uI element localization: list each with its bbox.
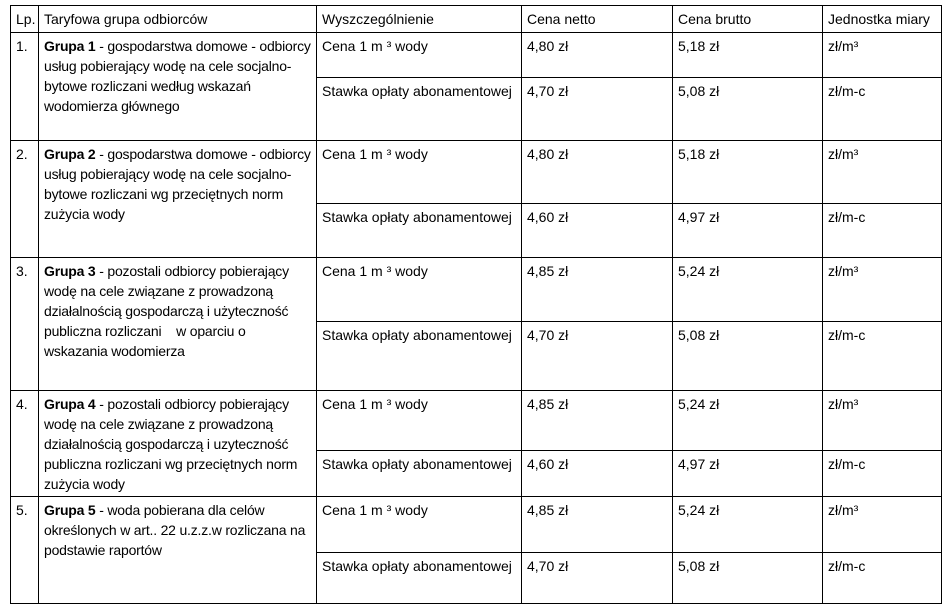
unit-cell: zł/m-c <box>823 78 942 141</box>
net-price-cell: 4,60 zł <box>522 450 673 496</box>
spec-cell: Stawka opłaty abonamentowej <box>317 78 522 141</box>
net-price-cell: 4,80 zł <box>522 141 673 204</box>
spec-cell: Stawka opłaty abonamentowej <box>317 553 522 604</box>
unit-cell: zł/m-c <box>823 553 942 604</box>
spec-cell: Cena 1 m ³ wody <box>317 258 522 322</box>
group-description-cell <box>39 141 317 258</box>
spec-cell: Cena 1 m ³ wody <box>317 141 522 204</box>
net-price-cell: 4,70 zł <box>522 322 673 391</box>
table-row <box>11 391 942 451</box>
col-header-gross: Cena brutto <box>673 6 823 33</box>
table-row <box>11 141 942 204</box>
net-price-cell: 4,85 zł <box>522 497 673 553</box>
group-description-text: - gospodarstwa domowe - odbiorcy usług pobierający wodę na cele socjalno-bytowe rozliczani według wskazań wodomierza głównego <box>44 38 315 114</box>
group-description-text: - woda pobierana dla celów określonych w art.. 22 u.z.z.w rozliczana na podstawie raportów <box>44 502 309 558</box>
net-price-cell: 4,70 zł <box>522 553 673 604</box>
col-header-lp: Lp. <box>11 6 39 33</box>
gross-price-cell: 4,97 zł <box>673 450 823 496</box>
table-header-row <box>11 6 942 33</box>
gross-price-cell: 4,97 zł <box>673 204 823 258</box>
unit-cell: zł/m³ <box>823 141 942 204</box>
group-name: Grupa 4 <box>44 396 96 412</box>
row-number-cell: 1. <box>11 33 39 141</box>
col-header-spec: Wyszczególnienie <box>317 6 522 33</box>
spec-cell: Stawka opłaty abonamentowej <box>317 322 522 391</box>
gross-price-cell: 5,24 zł <box>673 258 823 322</box>
group-description-cell <box>39 391 317 497</box>
unit-cell: zł/m-c <box>823 204 942 258</box>
col-header-group: Taryfowa grupa odbiorców <box>39 6 317 33</box>
table-row <box>11 258 942 322</box>
unit-cell: zł/m³ <box>823 497 942 553</box>
group-description-text: - gospodarstwa domowe - odbiorcy usług pobierający wodę na cele socjalno-bytowe rozliczani wg przeciętnych norm zużycia wody <box>44 146 315 222</box>
spec-cell: Cena 1 m ³ wody <box>317 391 522 451</box>
gross-price-cell: 5,08 zł <box>673 78 823 141</box>
row-number-cell: 5. <box>11 497 39 604</box>
spec-cell: Cena 1 m ³ wody <box>317 497 522 553</box>
net-price-cell: 4,70 zł <box>522 78 673 141</box>
net-price-cell: 4,85 zł <box>522 258 673 322</box>
net-price-cell: 4,85 zł <box>522 391 673 451</box>
gross-price-cell: 5,18 zł <box>673 33 823 78</box>
row-number-cell: 2. <box>11 141 39 258</box>
gross-price-cell: 5,08 zł <box>673 553 823 604</box>
group-name: Grupa 3 <box>44 263 96 279</box>
group-description-cell <box>39 258 317 391</box>
unit-cell: zł/m³ <box>823 258 942 322</box>
group-description-text: - pozostali odbiorcy pobierający wodę na cele związane z prowadzoną działalnością gospodarczą i uzyteczność publiczna rozliczani wg przeciętnych norm zużycia wody <box>44 396 301 492</box>
unit-cell: zł/m³ <box>823 33 942 78</box>
group-description-cell <box>39 497 317 604</box>
group-description-text: - pozostali odbiorcy pobierający wodę na cele związane z prowadzoną działalnością gospodarczą i użyteczność publiczna rozliczani w oparciu o wskazania wodomierza <box>44 263 293 359</box>
tariff-table <box>10 5 942 604</box>
group-name: Grupa 1 <box>44 38 96 54</box>
unit-cell: zł/m-c <box>823 322 942 391</box>
table-row <box>11 497 942 553</box>
spec-cell: Stawka opłaty abonamentowej <box>317 204 522 258</box>
net-price-cell: 4,60 zł <box>522 204 673 258</box>
table-row <box>11 33 942 78</box>
group-name: Grupa 5 <box>44 502 96 518</box>
net-price-cell: 4,80 zł <box>522 33 673 78</box>
row-number-cell: 3. <box>11 258 39 391</box>
group-description-cell <box>39 33 317 141</box>
gross-price-cell: 5,24 zł <box>673 497 823 553</box>
row-number-cell: 4. <box>11 391 39 497</box>
col-header-unit: Jednostka miary <box>823 6 942 33</box>
spec-cell: Cena 1 m ³ wody <box>317 33 522 78</box>
gross-price-cell: 5,24 zł <box>673 391 823 451</box>
unit-cell: zł/m-c <box>823 450 942 496</box>
gross-price-cell: 5,18 zł <box>673 141 823 204</box>
col-header-net: Cena netto <box>522 6 673 33</box>
group-name: Grupa 2 <box>44 146 96 162</box>
gross-price-cell: 5,08 zł <box>673 322 823 391</box>
unit-cell: zł/m³ <box>823 391 942 451</box>
spec-cell: Stawka opłaty abonamentowej <box>317 450 522 496</box>
